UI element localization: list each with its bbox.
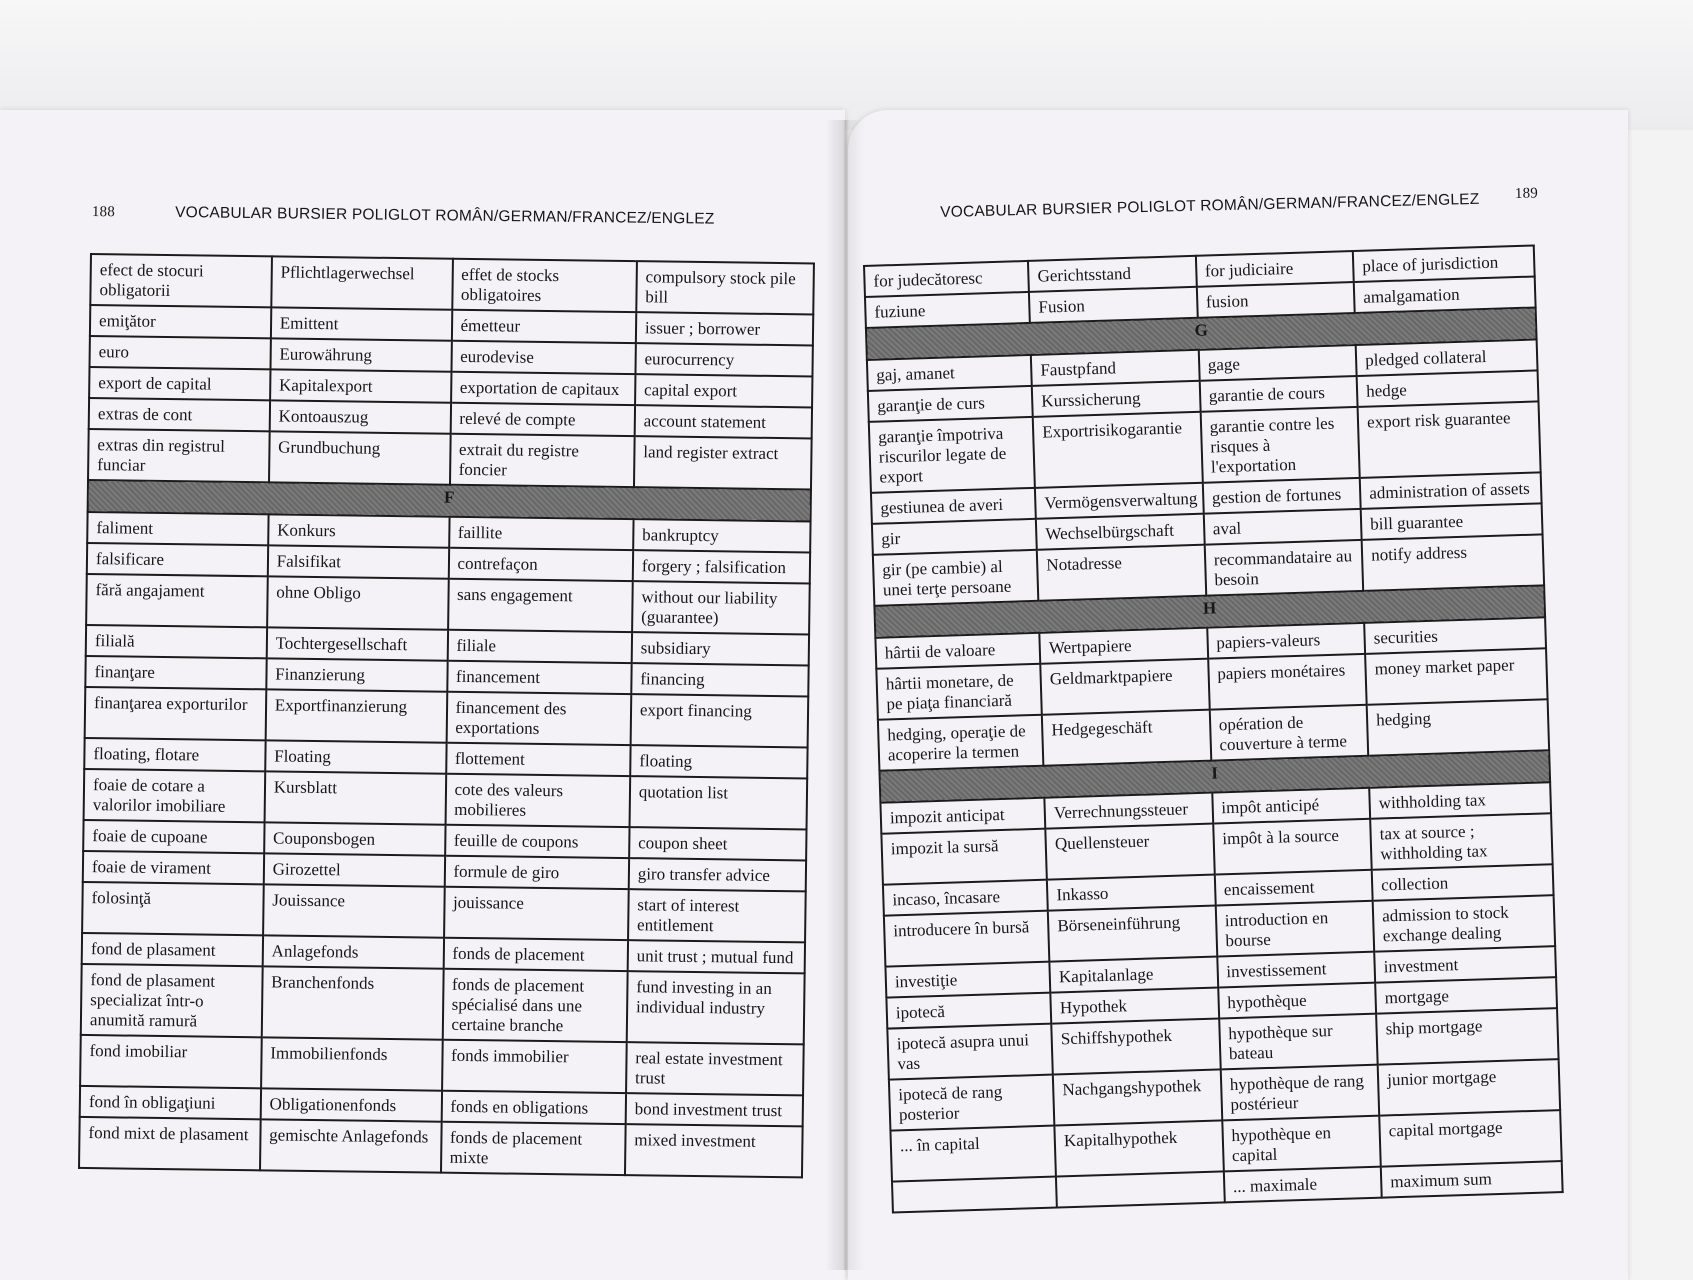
romanian-term: for judecătoresc — [864, 261, 1029, 297]
romanian-term: efect de stocuri obligatorii — [90, 254, 271, 307]
romanian-term: foaie de virament — [83, 851, 264, 884]
english-term: fund investing in an individual industry — [627, 971, 805, 1044]
french-term: hypothèque sur bateau — [1219, 1014, 1378, 1070]
french-term: aval — [1203, 509, 1361, 545]
page-number: 189 — [1514, 185, 1539, 202]
romanian-term: hârtii monetare, de pe piaţa financiară — [876, 664, 1042, 720]
german-term: Emittent — [271, 307, 452, 340]
french-term: investissement — [1217, 952, 1375, 988]
french-term: exportation de capitaux — [451, 372, 636, 405]
romanian-term: ... în capital — [890, 1126, 1056, 1182]
romanian-term: extras din registrul funciar — [88, 429, 269, 482]
english-term: hedging — [1367, 699, 1549, 756]
german-term: Kontoauszug — [269, 400, 450, 433]
romanian-term: incaso, încasare — [883, 880, 1048, 916]
romanian-term: fond de plasament — [82, 933, 263, 966]
romanian-term: faliment — [87, 512, 268, 545]
english-term: hedge — [1357, 370, 1539, 407]
table-row — [85, 687, 809, 747]
left-vocabulary-table — [78, 253, 815, 1178]
german-term: Obligationenfonds — [260, 1088, 441, 1121]
french-term: gestion de fortunes — [1202, 478, 1360, 514]
romanian-term: gaj, amanet — [867, 355, 1032, 391]
section-letter: I — [879, 750, 1550, 802]
french-term: opération de couverture à terme — [1209, 705, 1368, 761]
english-term: notify address — [1362, 534, 1544, 591]
german-term: Anlagefonds — [262, 935, 443, 968]
german-term: Hedgegeschäft — [1042, 710, 1211, 766]
french-term: filiale — [447, 630, 632, 663]
table-row — [81, 964, 805, 1044]
french-term: garantie contre les risques à l'exportation — [1200, 407, 1360, 483]
english-term: pledged collateral — [1356, 339, 1538, 376]
english-term: account statement — [635, 405, 813, 438]
german-term: Hypothek — [1050, 987, 1218, 1023]
english-term: compulsory stock pile bill — [636, 261, 814, 314]
french-term: hypothèque de rang postérieur — [1220, 1065, 1379, 1121]
german-term: Schiffshypothek — [1051, 1018, 1220, 1074]
french-term: relevé de compte — [450, 403, 635, 436]
english-term: capital export — [635, 374, 813, 407]
romanian-term: floating, flotare — [84, 738, 265, 771]
table-row — [79, 1117, 803, 1177]
romanian-term: hârtii de valoare — [875, 633, 1040, 669]
german-term: Notadresse — [1037, 545, 1206, 601]
romanian-term: ipotecă asupra unui vas — [887, 1024, 1053, 1080]
table-row — [88, 429, 812, 489]
page-number: 188 — [91, 203, 116, 221]
french-term: financement — [447, 661, 632, 694]
english-term: land register extract — [634, 436, 812, 489]
english-term: place of jurisdiction — [1353, 246, 1535, 283]
french-term: introduction en bourse — [1215, 901, 1374, 957]
table-row — [86, 574, 810, 634]
french-term: formule de giro — [444, 856, 629, 889]
german-term — [1056, 1171, 1224, 1207]
right-vocabulary-table — [863, 244, 1564, 1213]
section-letter: G — [866, 307, 1537, 359]
table-row — [90, 254, 814, 314]
german-term: Börseneinführung — [1048, 906, 1217, 962]
german-term: ohne Obligo — [267, 576, 448, 629]
german-term: Wertpapiere — [1039, 628, 1207, 664]
english-term: eurocurrency — [635, 343, 813, 376]
german-term: Nachgangshypothek — [1053, 1069, 1222, 1125]
english-term: forgery ; falsification — [633, 550, 811, 583]
french-term: feuille de coupons — [445, 825, 630, 858]
romanian-term: foaie de cupoane — [83, 820, 264, 853]
section-letter: H — [874, 585, 1545, 637]
romanian-term: foaie de cotare a valorilor imobiliare — [84, 769, 265, 822]
french-term: émetteur — [451, 310, 636, 343]
english-term: administration of assets — [1360, 472, 1542, 509]
english-term: admission to stock exchange dealing — [1373, 895, 1555, 952]
french-term: extrait du registre foncier — [449, 434, 634, 487]
french-term: faillite — [449, 517, 634, 550]
english-term: bill guarantee — [1361, 503, 1543, 540]
german-term: Grundbuchung — [269, 431, 450, 484]
romanian-term: impozit anticipat — [880, 798, 1045, 834]
english-term: capital mortgage — [1379, 1110, 1561, 1167]
german-term: gemischte Anlagefonds — [260, 1119, 441, 1172]
romanian-term: finanţarea exporturilor — [85, 687, 266, 740]
french-term: cote des valeurs mobilieres — [445, 774, 630, 827]
english-term: export financing — [630, 694, 808, 747]
english-term: mixed investment — [625, 1124, 803, 1177]
english-term: financing — [631, 663, 809, 696]
english-term: bankruptcy — [633, 519, 811, 552]
french-term: fonds de placement spécialisé dans une certaine branche — [442, 969, 627, 1042]
german-term: Geldmarktpapiere — [1040, 659, 1209, 715]
german-term: Wechselbürgschaft — [1036, 514, 1204, 550]
romanian-term: garanţie împotriva riscurilor legate de export — [869, 417, 1035, 493]
german-term: Falsifikat — [268, 545, 449, 578]
section-letter: F — [88, 480, 811, 521]
french-term: fonds immobilier — [442, 1040, 627, 1093]
german-term: Kapitalexport — [270, 369, 451, 402]
german-term: Kurssicherung — [1032, 381, 1200, 417]
french-term: contrefaçon — [448, 548, 633, 581]
french-term: fonds de placement — [443, 938, 628, 971]
romanian-term: fără angajament — [86, 574, 267, 627]
french-term: impôt anticipé — [1212, 788, 1370, 824]
german-term: Eurowährung — [270, 338, 451, 371]
english-term: without our liability (guarantee) — [632, 581, 810, 634]
romanian-term: filială — [86, 625, 267, 658]
french-term: effet de stocks obligatoires — [452, 259, 637, 312]
romanian-term: gir (pe cambie) al unei terţe persoane — [873, 550, 1039, 606]
romanian-term: euro — [90, 336, 271, 369]
english-term: securities — [1364, 617, 1546, 654]
english-term: quotation list — [629, 776, 807, 829]
book-gutter — [825, 120, 865, 1270]
french-term: gage — [1198, 345, 1356, 381]
english-term: unit trust ; mutual fund — [628, 940, 806, 973]
french-term: fonds de placement mixte — [440, 1122, 625, 1175]
english-term: real estate investment trust — [626, 1042, 804, 1095]
english-term: export risk guarantee — [1358, 401, 1541, 477]
german-term: Floating — [265, 740, 446, 773]
german-term: Quellensteuer — [1045, 824, 1214, 880]
table-row — [84, 769, 808, 829]
english-term: mortgage — [1375, 977, 1557, 1014]
english-term: collection — [1372, 864, 1554, 901]
english-term: start of interest entitlement — [628, 889, 806, 942]
german-term: Jouissance — [263, 884, 444, 937]
german-term: Immobilienfonds — [261, 1037, 442, 1090]
english-term: coupon sheet — [629, 827, 807, 860]
romanian-term: garanţie de curs — [868, 386, 1033, 422]
romanian-term: extras de cont — [89, 398, 270, 431]
german-term: Girozettel — [264, 853, 445, 886]
french-term: hypothèque en capital — [1222, 1116, 1381, 1172]
german-term: Tochtergesellschaft — [266, 627, 447, 660]
romanian-term: gestiunea de averi — [871, 488, 1036, 524]
german-term: Fusion — [1029, 287, 1197, 323]
english-term: junior mortgage — [1378, 1059, 1560, 1116]
german-term: Kapitalhypothek — [1055, 1120, 1224, 1176]
romanian-term: impozit la sursă — [881, 829, 1047, 885]
german-term: Konkurs — [268, 514, 449, 547]
german-term: Exportfinanzierung — [265, 689, 446, 742]
romanian-term: fond imobiliar — [80, 1035, 261, 1088]
romanian-term: fond în obligaţiuni — [80, 1086, 261, 1119]
romanian-term: fuziune — [865, 292, 1030, 328]
french-term: ... maximale — [1223, 1167, 1381, 1203]
romanian-term: folosinţă — [82, 882, 263, 935]
french-term: sans engagement — [448, 579, 633, 632]
romanian-term: fond mixt de plasament — [79, 1117, 260, 1170]
english-term: amalgamation — [1354, 276, 1536, 313]
romanian-term — [892, 1177, 1057, 1213]
running-title: VOCABULAR BURSIER POLIGLOT ROMÂN/GERMAN/FRANCEZ/ENGLEZ — [940, 190, 1480, 221]
german-term: Verrechnungssteuer — [1044, 793, 1212, 829]
romanian-term: emiţător — [90, 305, 271, 338]
french-term: fusion — [1196, 282, 1354, 318]
german-term: Kursblatt — [264, 771, 445, 824]
running-title: VOCABULAR BURSIER POLIGLOT ROMÂN/GERMAN/FRANCEZ/ENGLEZ — [175, 204, 715, 228]
french-term: garantie de cours — [1199, 376, 1357, 412]
french-term: eurodevise — [451, 341, 636, 374]
french-term: jouissance — [444, 887, 629, 940]
english-term: issuer ; borrower — [636, 312, 814, 345]
romanian-term: finanţare — [85, 656, 266, 689]
german-term: Faustpfand — [1031, 350, 1199, 386]
french-term: hypothèque — [1218, 983, 1376, 1019]
romanian-term: ipotecă de rang posterior — [889, 1075, 1055, 1131]
german-term: Branchenfonds — [261, 966, 443, 1039]
romanian-term: fond de plasament specializat într-o anumită ramură — [81, 964, 263, 1037]
german-term: Couponsbogen — [264, 822, 445, 855]
french-term: financement des exportations — [446, 692, 631, 745]
english-term: giro transfer advice — [629, 858, 807, 891]
romanian-term: falsificare — [87, 543, 268, 576]
french-term: fonds en obligations — [441, 1091, 626, 1124]
romanian-term: gir — [872, 519, 1037, 555]
french-term: recommandataire au besoin — [1204, 540, 1363, 596]
romanian-term: export de capital — [89, 367, 270, 400]
german-term: Inkasso — [1047, 875, 1215, 911]
romanian-term: ipotecă — [886, 993, 1051, 1029]
english-term: tax at source ; withholding tax — [1370, 813, 1552, 870]
english-term: investment — [1374, 946, 1556, 983]
french-term: papiers-valeurs — [1207, 623, 1365, 659]
german-term: Pflichtlagerwechsel — [271, 256, 452, 309]
german-term: Vermögensverwaltung — [1035, 483, 1203, 519]
english-term: floating — [630, 745, 808, 778]
english-term: withholding tax — [1369, 782, 1551, 819]
romanian-term: hedging, operaţie de acoperire la termen — [878, 715, 1044, 771]
english-term: subsidiary — [632, 632, 810, 665]
german-term: Finanzierung — [266, 658, 447, 691]
english-term: bond investment trust — [626, 1093, 804, 1126]
english-term: maximum sum — [1381, 1161, 1563, 1198]
french-term: encaissement — [1214, 870, 1372, 906]
french-term: for judiciaire — [1196, 251, 1354, 287]
table-row — [82, 882, 806, 942]
romanian-term: introducere în bursă — [884, 911, 1050, 967]
french-term: impôt à la source — [1213, 819, 1372, 875]
german-term: Exportrisikogarantie — [1033, 412, 1203, 488]
english-term: money market paper — [1365, 648, 1547, 705]
french-term: flottement — [446, 743, 631, 776]
french-term: papiers monétaires — [1208, 654, 1367, 710]
romanian-term: investiţie — [885, 962, 1050, 998]
english-term: ship mortgage — [1376, 1008, 1558, 1065]
german-term: Kapitalanlage — [1050, 957, 1218, 993]
german-term: Gerichtsstand — [1028, 256, 1196, 292]
table-row — [80, 1035, 804, 1095]
